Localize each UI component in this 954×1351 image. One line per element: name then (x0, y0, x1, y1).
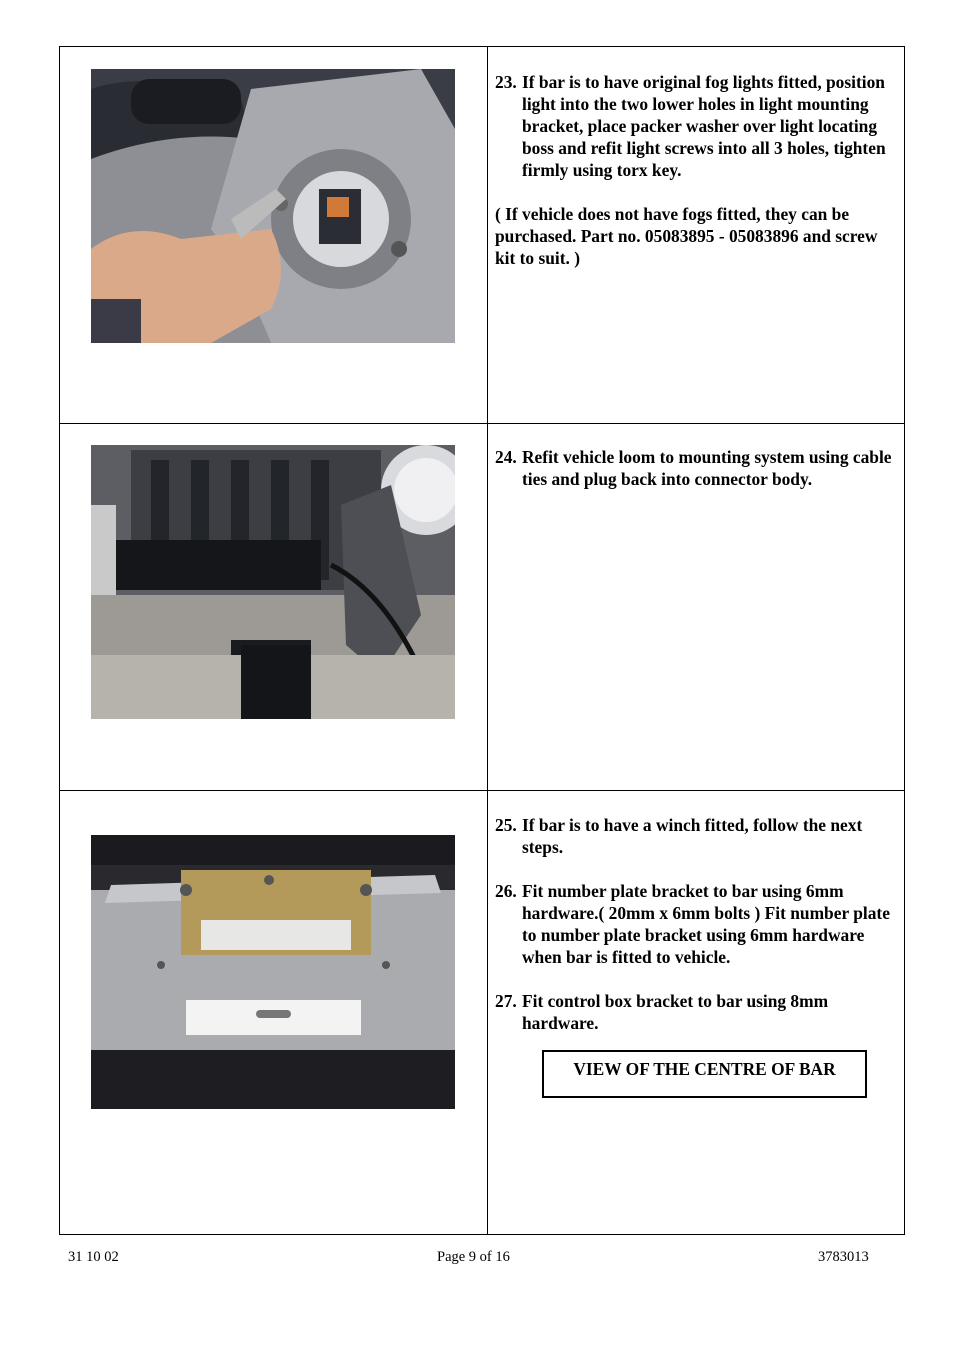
fog-light-part-note: ( If vehicle does not have fogs fitted, they can be purchased. Part no. 05083895 - 05083896 and screw kit to suit. ) (495, 204, 878, 268)
table-row-step-23 (60, 47, 904, 424)
centre-view-callout: VIEW OF THE CENTRE OF BAR (542, 1050, 867, 1098)
step-item (495, 880, 894, 968)
step-text: If bar is to have a winch fitted, follow the next steps. (522, 815, 863, 857)
step-number: 27. (495, 991, 517, 1011)
step-item (495, 814, 894, 858)
footer-date: 31 10 02 (68, 1249, 119, 1265)
step-text-block (495, 71, 894, 269)
step-item (495, 71, 894, 181)
step-text-block (495, 446, 894, 512)
vehicle-loom-photo (91, 445, 455, 719)
step-item (495, 990, 894, 1034)
step-text: Fit number plate bracket to bar using 6mm hardware.( 20mm x 6mm bolts ) Fit number plate to number plate bracket using 6mm hardware when bar is fitted to vehicle. (522, 881, 890, 967)
step-number: 23. (495, 72, 517, 92)
table-row-steps-25-27 (60, 791, 904, 1234)
step-number: 24. (495, 447, 517, 467)
footer-page-number: Page 9 of 16 (437, 1249, 510, 1265)
step-text: If bar is to have original fog lights fitted, position light into the two lower holes in light mounting bracket, place packer washer over light locating boss and refit light screws into all 3 holes, tighten firmly using torx key. (522, 72, 886, 180)
step-text-block (495, 814, 894, 1056)
instruction-table (59, 46, 905, 1235)
step-item (495, 446, 894, 490)
step-number: 26. (495, 881, 517, 901)
fog-light-install-photo (91, 69, 455, 343)
step-text: Refit vehicle loom to mounting system using cable ties and plug back into connector body. (522, 447, 892, 489)
step-number: 25. (495, 815, 517, 835)
number-plate-bracket-photo (91, 835, 455, 1109)
footer-document-code: 3783013 (818, 1249, 869, 1265)
table-row-step-24 (60, 424, 904, 791)
step-text: Fit control box bracket to bar using 8mm hardware. (522, 991, 829, 1033)
